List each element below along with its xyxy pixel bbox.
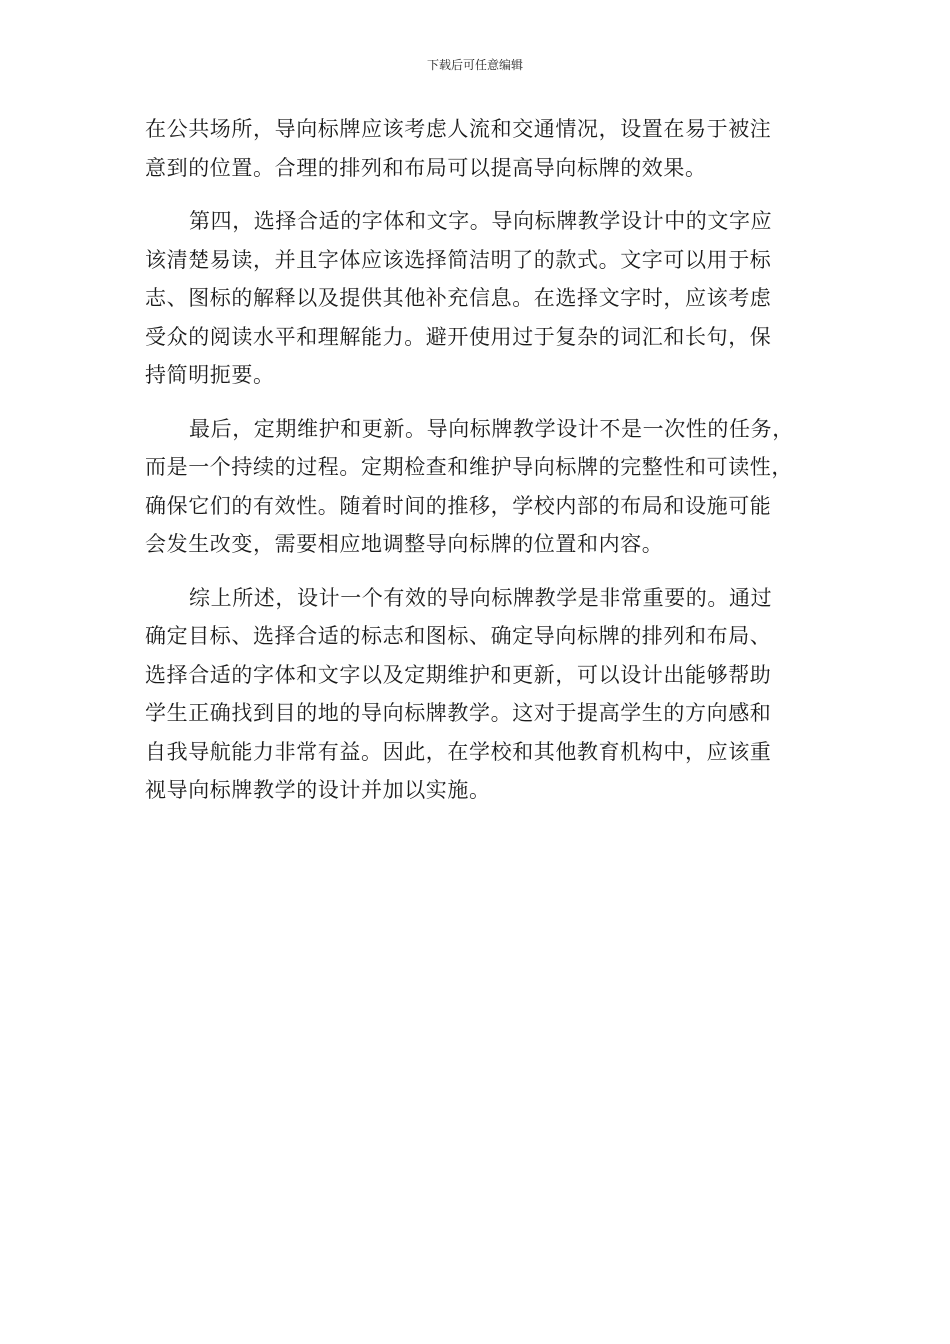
paragraph-conclusion [145, 579, 811, 810]
paragraph-fonts-and-text [145, 202, 811, 395]
text-line: 视导向标牌教学的设计并加以实施。 [145, 778, 491, 802]
text-line: 受众的阅读水平和理解能力。避开使用过于复杂的词汇和长句，保 [145, 324, 772, 349]
text-line: 志、图标的解释以及提供其他补充信息。在选择文字时，应该考虑 [145, 286, 772, 310]
text-line: 而是一个持续的过程。定期检查和维护导向标牌的完整性和可读性， [145, 455, 793, 479]
text-line: 自我导航能力非常有益。因此，在学校和其他教育机构中，应该重 [145, 739, 772, 764]
text-line: 综上所述，设计一个有效的导向标牌教学是非常重要的。通过 [189, 585, 773, 610]
paragraph-public-places [145, 110, 811, 187]
document-body [145, 110, 811, 825]
text-line: 选择合适的字体和文字以及定期维护和更新，可以设计出能够帮助 [145, 662, 772, 687]
page-header: 下载后可任意编辑 [426, 58, 523, 72]
text-line: 最后，定期维护和更新。导向标牌教学设计不是一次性的任务， [189, 416, 794, 441]
paragraph-maintenance [145, 410, 811, 564]
text-line: 意到的位置。合理的排列和布局可以提高导向标牌的效果。 [145, 155, 707, 180]
text-line: 该清楚易读，并且字体应该选择简洁明了的款式。文字可以用于标 [145, 247, 772, 272]
text-line: 持简明扼要。 [145, 363, 275, 387]
text-line: 学生正确找到目的地的导向标牌教学。这对于提高学生的方向感和 [145, 701, 772, 725]
text-line: 确保它们的有效性。随着时间的推移，学校内部的布局和设施可能 [145, 493, 772, 518]
text-line: 确定目标、选择合适的标志和图标、确定导向标牌的排列和布局、 [145, 624, 772, 648]
text-line: 在公共场所，导向标牌应该考虑人流和交通情况，设置在易于被注 [145, 117, 772, 141]
text-line: 会发生改变，需要相应地调整导向标牌的位置和内容。 [145, 532, 664, 556]
text-line: 第四，选择合适的字体和文字。导向标牌教学设计中的文字应 [189, 209, 773, 233]
